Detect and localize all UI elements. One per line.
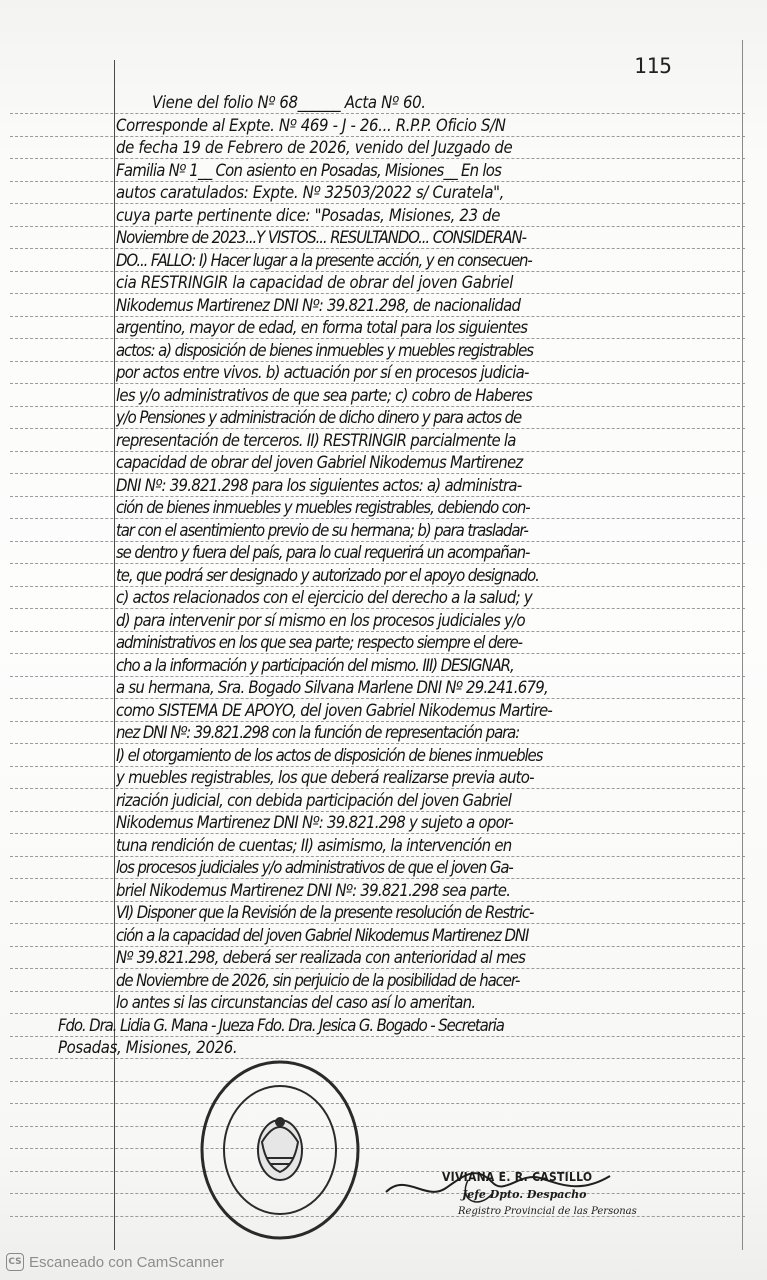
- camscanner-icon: CS: [6, 1253, 24, 1271]
- scanner-watermark: [6, 1252, 224, 1272]
- handwritten-line: nez DNI Nº: 39.821.298 con la función de representación para:: [116, 723, 520, 742]
- official-seal: [200, 1050, 360, 1245]
- margin-line: [114, 60, 115, 1250]
- handwritten-line: Nikodemus Martirenez DNI Nº: 39.821.298 y sujeto a opor-: [116, 813, 514, 832]
- handwritten-line: les y/o administrativos de que sea parte; c) cobro de Haberes: [116, 385, 533, 405]
- handwritten-line: y muebles registrables, los que deberá realizarse previa auto-: [116, 768, 534, 787]
- handwritten-line: cuya parte pertinente dice: "Posadas, Misiones, 23 de: [116, 205, 501, 225]
- handwritten-line: tuna rendición de cuentas; II) asimismo, la intervención en: [116, 835, 512, 855]
- handwritten-line: Fdo. Dra. Lidia G. Mana - Jueza Fdo. Dra. Jesica G. Bogado - Secretaria: [58, 1015, 504, 1035]
- handwritten-line: tar con el asentimiento previo de su hermana; b) para trasladar-: [116, 520, 528, 540]
- handwritten-line: a su hermana, Sra. Bogado Silvana Marlene DNI Nº 29.241.679,: [116, 678, 548, 697]
- page-number: 115: [634, 54, 672, 78]
- handwritten-line: DO... FALLO: I) Hacer lugar a la presente acción, y en consecuen-: [116, 250, 532, 270]
- handwritten-line: briel Nikodemus Martirenez DNI Nº: 39.821.298 sea parte.: [116, 880, 511, 900]
- handwritten-line: ción de bienes inmuebles y muebles registrables, debiendo con-: [116, 498, 530, 517]
- handwritten-line: por actos entre vivos. b) actuación por sí en procesos judicia-: [116, 363, 529, 382]
- handwritten-line: de fecha 19 de Febrero de 2026, venido del Juzgado de: [116, 138, 513, 157]
- handwritten-line: te, que podrá ser designado y autorizado por el apoyo designado.: [116, 565, 539, 585]
- handwritten-line: autos caratulados: Expte. Nº 32503/2022 s/ Curatela",: [116, 183, 505, 202]
- handwritten-line: se dentro y fuera del país, para lo cual requerirá un acompañan-: [116, 543, 530, 562]
- handwritten-line: Noviembre de 2023...Y VISTOS... RESULTANDO... CONSIDERAN-: [116, 228, 526, 247]
- ruled-line: [10, 1081, 745, 1082]
- handwritten-line: Corresponde al Expte. Nº 469 - J - 26... R.P.P. Oficio S/N: [116, 115, 506, 135]
- handwritten-line: los procesos judiciales y/o administrativos de que el joven Ga-: [116, 858, 513, 877]
- handwritten-line: c) actos relacionados con el ejercicio del derecho a la salud; y: [116, 588, 532, 607]
- handwritten-line: Familia Nº 1__ Con asiento en Posadas, Misiones__ En los: [116, 160, 502, 180]
- handwritten-line: administrativos en los que sea parte; respecto siempre el dere-: [116, 633, 522, 652]
- handwritten-line: representación de terceros. II) RESTRINGIR parcialmente la: [116, 430, 516, 450]
- handwritten-line: DNI Nº: 39.821.298 para los siguientes actos: a) administra-: [116, 475, 522, 495]
- stamp-name: VIVIANA E. R. CASTILLO: [442, 1170, 593, 1184]
- handwritten-line: ción a la capacidad del joven Gabriel Nikodemus Martirenez DNI: [116, 925, 529, 945]
- handwritten-line: como SISTEMA DE APOYO, del joven Gabriel Nikodemus Martire-: [116, 700, 553, 720]
- handwritten-line: Nº 39.821.298, deberá ser realizada con anterioridad al mes: [116, 948, 526, 967]
- handwritten-line: y/o Pensiones y administración de dicho dinero y para actos de: [116, 408, 522, 427]
- watermark-text: Escaneado con CamScanner: [29, 1253, 225, 1271]
- handwritten-line: cia RESTRINGIR la capacidad de obrar del joven Gabriel: [116, 273, 514, 292]
- handwritten-line: d) para intervenir por sí mismo en los procesos judiciales y/o: [116, 610, 525, 630]
- handwritten-line: argentino, mayor de edad, en forma total para los siguientes: [116, 318, 528, 337]
- handwritten-line: rización judicial, con debida participación del joven Gabriel: [116, 790, 512, 810]
- handwritten-line: Posadas, Misiones, 2026.: [58, 1038, 238, 1057]
- ruled-line: [10, 1148, 745, 1149]
- handwritten-line: de Noviembre de 2026, sin perjuicio de la posibilidad de hacer-: [116, 970, 520, 990]
- handwritten-line: actos: a) disposición de bienes inmuebles y muebles registrables: [116, 340, 533, 360]
- ruled-line: [10, 1126, 745, 1127]
- handwritten-line: capacidad de obrar del joven Gabriel Nikodemus Martirenez: [116, 453, 523, 472]
- handwritten-line: Viene del folio Nº 68______ Acta Nº 60.: [152, 93, 426, 112]
- handwritten-line: lo antes si las circunstancias del caso así lo ameritan.: [116, 993, 476, 1012]
- handwritten-line: VI) Disponer que la Revisión de la presente resolución de Restric-: [116, 903, 534, 922]
- ruled-line: [10, 1103, 745, 1104]
- handwritten-line: Nikodemus Martirenez DNI Nº: 39.821.298, de nacionalidad: [116, 295, 521, 315]
- stamp-office: Registro Provincial de las Personas: [458, 1206, 637, 1217]
- page-edge: [742, 40, 743, 1250]
- stamp-role: Jefe Dpto. Despacho: [462, 1188, 587, 1201]
- handwritten-line: I) el otorgamiento de los actos de disposición de bienes inmuebles: [116, 745, 543, 765]
- handwritten-line: cho a la información y participación del mismo. III) DESIGNAR,: [116, 655, 514, 675]
